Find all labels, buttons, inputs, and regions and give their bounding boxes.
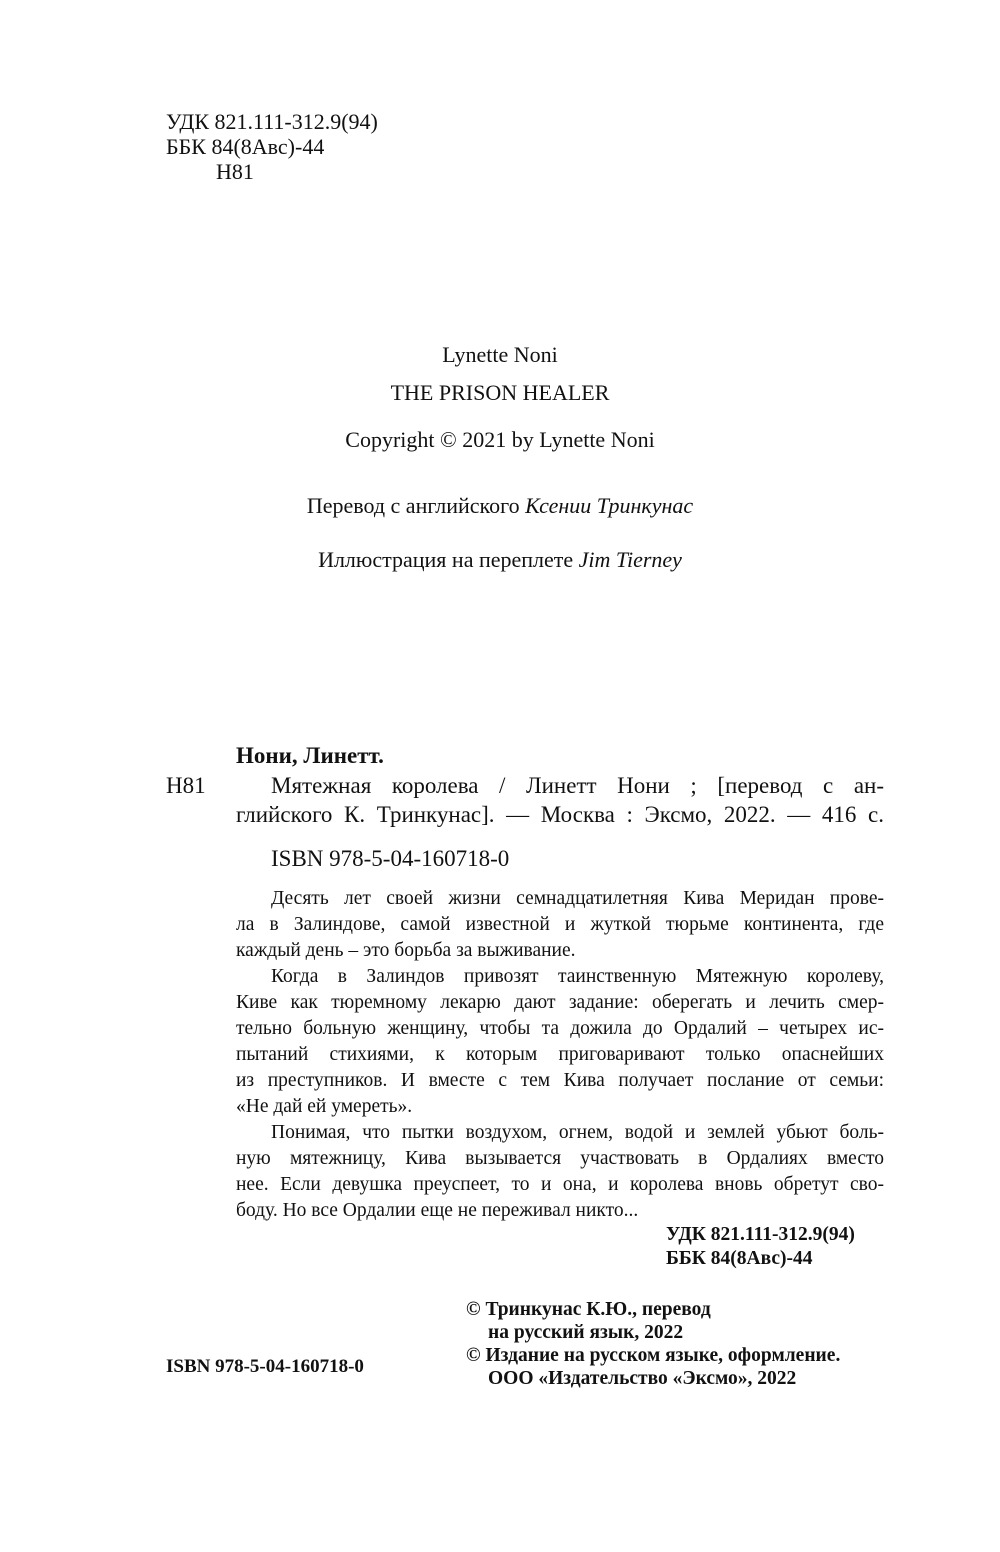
annotation-line: «Не дай ей умереть».: [236, 1096, 413, 1117]
bbk-bottom: ББК 84(8Авс)-44: [666, 1248, 813, 1269]
author-mark-top: Н81: [216, 159, 254, 184]
illustration-credit: [0, 547, 1000, 573]
annotation-line: Когда в Залиндов привозят таинственную Мятежную королеву,: [271, 966, 884, 987]
illustration-prefix: Иллюстрация на переплете: [318, 547, 579, 572]
imprint-isbn: ISBN 978-5-04-160718-0: [166, 1356, 364, 1377]
catalog-description-line-2: глийского К. Тринкунас]. — Москва : Эксмо, 2022. — 416 с.: [236, 802, 884, 827]
udk-bottom: УДК 821.111-312.9(94): [666, 1224, 855, 1245]
annotation-line: Десять лет своей жизни семнадцатилетняя Кива Меридан прове-: [271, 888, 884, 909]
illustrator-name: Jim Tierney: [578, 547, 682, 572]
annotation-paragraph-2: [236, 964, 884, 1120]
catalog-author-mark: Н81: [166, 773, 206, 798]
translation-credit: [0, 493, 1000, 519]
original-copyright: Copyright © 2021 by Lynette Noni: [345, 427, 655, 452]
original-author: Lynette Noni: [442, 342, 558, 367]
annotation-line: Киве как тюремному лекарю дают задание: оберегать и лечить смер-: [236, 992, 884, 1013]
annotation-line: пытаний стихиями, к которым приговаривают только опаснейших: [236, 1044, 884, 1065]
annotation-line: каждый день – это борьба за выживание.: [236, 940, 576, 961]
catalog-heading: Нони, Линетт.: [236, 743, 384, 768]
translation-prefix: Перевод с английского: [306, 493, 526, 518]
annotation-line: боду. Но все Ордалии еще не переживал никто...: [236, 1200, 639, 1221]
annotation-line: нее. Если девушка преуспеет, то и она, и королева вновь обретут сво-: [236, 1174, 884, 1195]
annotation-line: ную мятежницу, Кива вызывается участвовать в Ордалиях вместо: [236, 1148, 884, 1169]
annotation-paragraph-3: [236, 1120, 884, 1224]
catalog-isbn: ISBN 978-5-04-160718-0: [271, 846, 510, 871]
annotation-line: ла в Залиндове, самой известной и жуткой тюрьме континента, где: [236, 914, 884, 935]
copyright-translation-line-1: © Тринкунас К.Ю., перевод: [466, 1299, 711, 1320]
annotation: [236, 886, 884, 1224]
bbk-top: ББК 84(8Авс)-44: [166, 134, 325, 159]
annotation-line: тельно больную женщину, чтобы та дожила до Ордалий – четырех ис-: [236, 1018, 884, 1039]
catalog-description-line-1: Мятежная королева / Линетт Нони ; [перевод с ан-: [271, 773, 884, 798]
udk-top: УДК 821.111-312.9(94): [166, 109, 378, 134]
annotation-line: из преступников. И вместе с тем Кива получает послание от семьи:: [236, 1070, 884, 1091]
annotation-paragraph-1: [236, 886, 884, 964]
original-title: THE PRISON HEALER: [390, 380, 610, 405]
copyright-translation-line-2: на русский язык, 2022: [488, 1322, 684, 1343]
translator-name: Ксении Тринкунас: [525, 493, 694, 518]
annotation-line: Понимая, что пытки воздухом, огнем, водой и землей убьют боль-: [271, 1122, 884, 1143]
copyright-edition-line-1: © Издание на русском языке, оформление.: [466, 1345, 841, 1366]
copyright-edition-line-2: ООО «Издательство «Эксмо», 2022: [488, 1368, 797, 1389]
